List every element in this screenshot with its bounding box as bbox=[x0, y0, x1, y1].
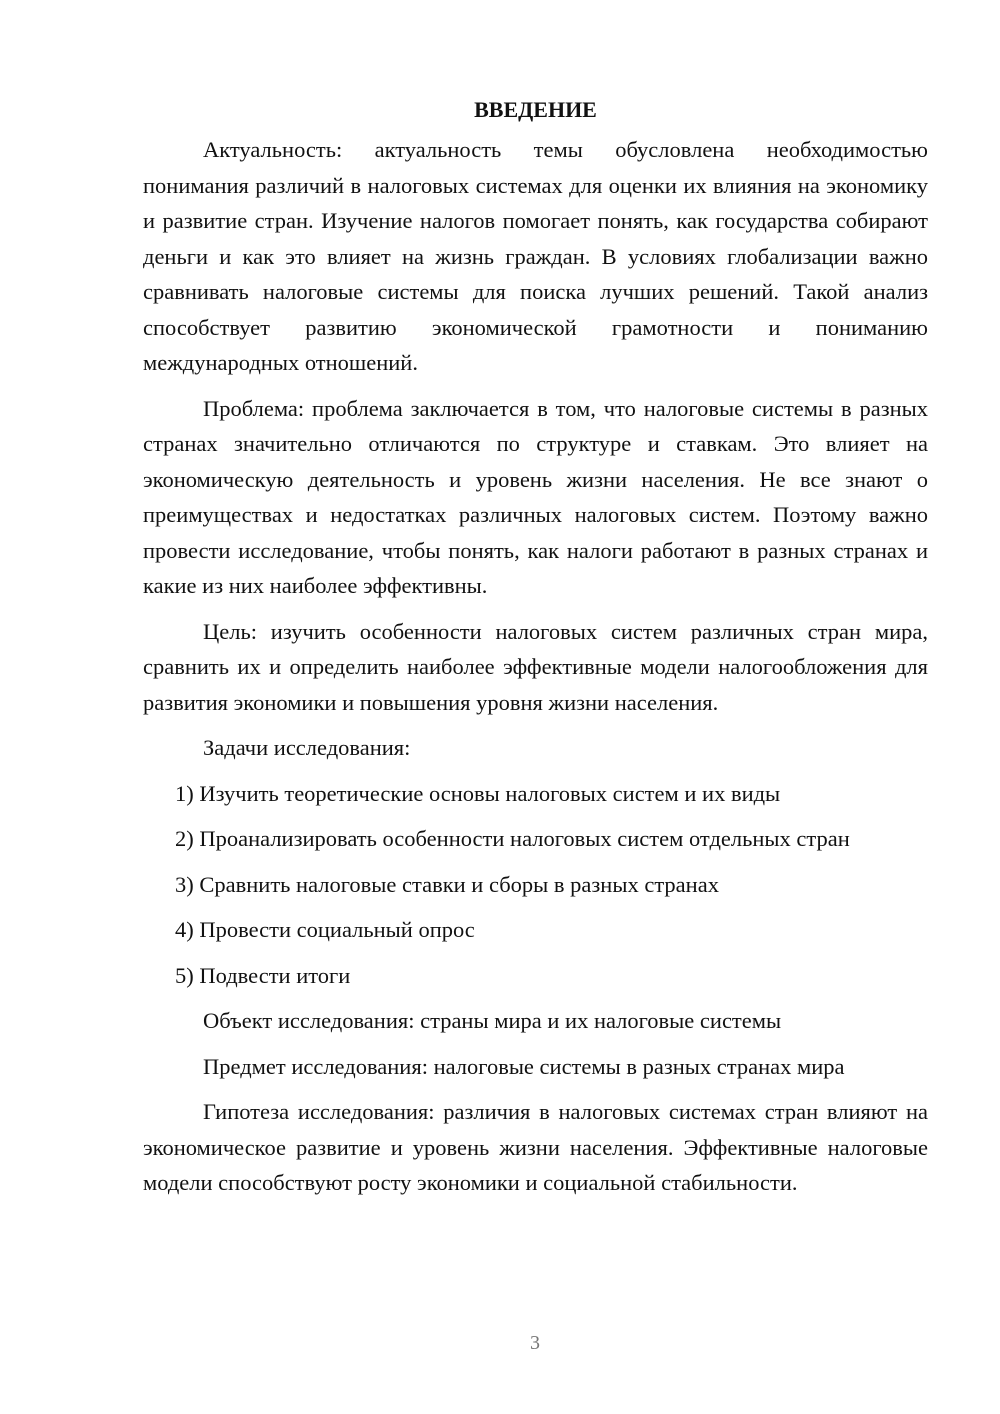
subject-paragraph: Предмет исследования: налоговые системы в разных странах мира bbox=[203, 1053, 845, 1079]
hypothesis-paragraph: Гипотеза исследования: различия в налоговых системах стран влияют на экономическое развитие и уровень жизни населения. Эффективные налоговые модели способствуют росту экономики и социальной стабильности. bbox=[143, 1099, 928, 1195]
page-content bbox=[143, 92, 928, 1211]
task-item: 1) Изучить теоретические основы налоговых систем и их виды bbox=[175, 780, 781, 806]
tasks-list bbox=[143, 776, 928, 994]
object-paragraph: Объект исследования: страны мира и их налоговые системы bbox=[203, 1008, 782, 1033]
page-number: 3 bbox=[530, 1332, 540, 1354]
task-item: 3) Сравнить налоговые ставки и сборы в разных странах bbox=[175, 871, 719, 897]
section-title: ВВЕДЕНИЕ bbox=[474, 97, 597, 122]
task-item: 2) Проанализировать особенности налоговых систем отдельных стран bbox=[175, 826, 850, 851]
relevance-paragraph: Актуальность: актуальность темы обусловлена необходимостью понимания различий в налоговых системах для оценки их влияния на экономику и развитие стран. Изучение налогов помогает понять, как государства собирают деньги и как это влияет на жизнь граждан. В условиях глобализации важно сравнивать налоговые системы для поиска лучших решений. Такой анализ способствует развитию экономической грамотности и пониманию международных отношений. bbox=[143, 137, 928, 375]
task-item: 5) Подвести итоги bbox=[175, 962, 351, 988]
task-item: 4) Провести социальный опрос bbox=[175, 917, 475, 942]
goal-paragraph: Цель: изучить особенности налоговых систем различных стран мира, сравнить их и определить наиболее эффективные модели налогообложения для развития экономики и повышения уровня жизни населения. bbox=[143, 618, 928, 715]
tasks-heading: Задачи исследования: bbox=[203, 735, 411, 760]
problem-paragraph: Проблема: проблема заключается в том, что налоговые системы в разных странах значительно отличаются по структуре и ставкам. Это влияет на экономическую деятельность и уровень жизни населения. Не все знают о преимуществах и недостатках различных налоговых систем. Поэтому важно провести исследование, чтобы понять, как налоги работают в разных странах и какие из них наиболее эффективны. bbox=[143, 395, 928, 598]
